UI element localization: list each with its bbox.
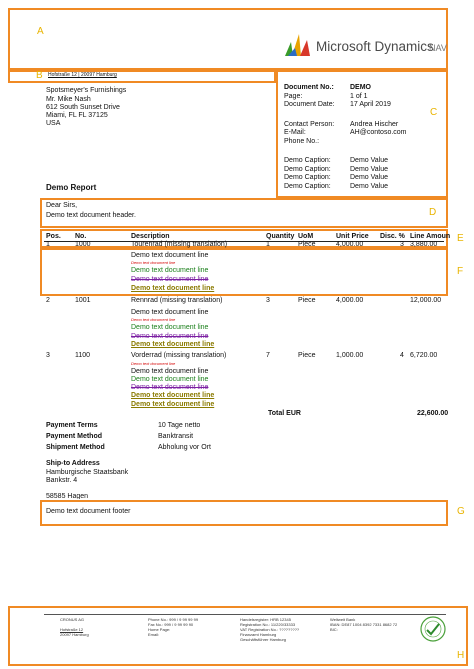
ship-to-line: 58585 Hagen [46, 493, 89, 499]
header-text: Demo text document header. [46, 212, 136, 219]
footer-registry: VAT Registration No.: ????????? [240, 627, 300, 632]
row3-disc: 4 [400, 352, 404, 359]
row2-qty: 3 [266, 297, 270, 304]
row1-disc: 3 [400, 241, 404, 248]
footer-contact: Home Page: [148, 627, 171, 632]
doc-line-green: Demo text document line [131, 324, 209, 331]
ship-to-heading: Ship-to Address [46, 460, 100, 467]
doc-line-strike: Demo text document line [131, 333, 209, 340]
total-value: 22,600.00 [417, 410, 449, 417]
col-header-desc: Description [131, 233, 170, 240]
row2-price: 4,000.00 [336, 297, 364, 304]
row2-no: 1001 [75, 297, 91, 304]
row1-uom: Piece [298, 241, 316, 248]
caption-label: Demo Caption: [284, 174, 331, 181]
col-header-no: No. [75, 233, 87, 240]
contact-label: Phone No.: [284, 138, 320, 145]
total-label: Total EUR [268, 410, 301, 417]
caption-label: Demo Caption: [284, 183, 331, 190]
caption-label: Demo Caption: [284, 166, 331, 173]
sender-line: Hofstraße 12 | 20097 Hamburg [48, 72, 117, 78]
row1-desc: Tourenrad (missing translation) [131, 241, 228, 248]
footer-bank: BIC: [330, 627, 338, 632]
doc-line-plain: Demo text document line [131, 368, 209, 375]
footer-company: CRONUS AG [60, 617, 85, 622]
caption-value: Demo Value [350, 166, 389, 173]
row1-price: 4,000.00 [336, 241, 364, 248]
row1-qty: 1 [266, 241, 270, 248]
doc-line-green: Demo text document line [131, 267, 209, 274]
row3-desc: Vorderrad (missing translation) [131, 352, 227, 359]
certification-seal-icon [420, 616, 446, 642]
row1-pos: 1 [46, 241, 50, 248]
caption-value: Demo Value [350, 183, 389, 190]
greeting: Dear Sirs, [46, 202, 78, 209]
footer-registry: Registration No.: 11/220/33333 [240, 622, 296, 627]
caption-value: Demo Value [350, 174, 389, 181]
doc-line-green: Demo text document line [131, 376, 209, 383]
logo-brand: Microsoft Dynamics [316, 39, 434, 54]
footer-text: Demo text document footer [46, 508, 131, 515]
recipient-line: USA [46, 120, 61, 127]
doc-value: 17 April 2019 [350, 101, 391, 108]
footer-registry: Geschäftsführer Hamburg [240, 637, 287, 642]
row3-price: 1,000.00 [336, 352, 364, 359]
doc-value: DEMO [350, 84, 371, 91]
region-g-label: G [457, 506, 465, 517]
footer-bank: IBAN: DE87 1004 8392 7331 8682 72 [330, 622, 398, 627]
row3-no: 1100 [75, 352, 91, 359]
row2-desc: Rennrad (missing translation) [131, 297, 223, 304]
header-rule [44, 241, 444, 242]
doc-label: Document Date: [284, 101, 335, 108]
region-d-label: D [429, 207, 437, 218]
footer-registry: Handelsregister: HRB 12345 [240, 617, 291, 622]
footer-contact: Fax No.: 999 / 9 99 99 90 [148, 622, 194, 627]
region-a-label: A [37, 26, 44, 37]
footer-contact: Phone No.: 999 / 9 99 99 99 [148, 617, 199, 622]
region-c-label: C [430, 107, 438, 118]
dynamics-logo-icon [283, 32, 315, 58]
recipient-line: Spotsmeyer's Furnishings [46, 87, 127, 94]
terms-label: Shipment Method [46, 444, 105, 451]
report-title: Demo Report [46, 183, 97, 192]
doc-line-plain: Demo text document line [131, 252, 209, 259]
contact-value: Andrea Hischer [350, 121, 399, 128]
doc-label: Document No.: [284, 84, 334, 91]
row3-amount: 6,720.00 [410, 352, 438, 359]
region-h-label: H [457, 650, 465, 661]
doc-line-small: Demo text document line [131, 317, 176, 322]
contact-label: E-Mail: [284, 129, 306, 136]
footer-contact: Email: [148, 632, 160, 637]
row2-amount: 12,000.00 [410, 297, 442, 304]
col-header-amount: Line Amoun [410, 233, 451, 240]
region-b-label: B [36, 70, 43, 81]
doc-line-strike: Demo text document line [131, 276, 209, 283]
contact-label: Contact Person: [284, 121, 335, 128]
doc-line-bold: Demo text document line [131, 401, 215, 408]
page-footer-rule [44, 614, 446, 615]
terms-label: Payment Terms [46, 422, 98, 429]
row2-uom: Piece [298, 297, 316, 304]
row3-qty: 7 [266, 352, 270, 359]
recipient-line: Mr. Mike Nash [46, 96, 91, 103]
doc-line-small: Demo text document line [131, 361, 176, 366]
region-f-box [40, 248, 448, 296]
recipient-line: 612 South Sunset Drive [46, 104, 120, 111]
doc-line-bold: Demo text document line [131, 341, 215, 348]
caption-value: Demo Value [350, 157, 389, 164]
row2-pos: 2 [46, 297, 50, 304]
row1-no: 1000 [75, 241, 91, 248]
doc-line-plain: Demo text document line [131, 309, 209, 316]
col-header-price: Unit Price [336, 233, 369, 240]
doc-line-strike: Demo text document line [131, 384, 209, 391]
logo-suffix: NAV [429, 43, 447, 53]
terms-value: Abholung vor Ort [158, 444, 211, 451]
ship-to-line: Hamburgische Staatsbank [46, 469, 129, 476]
doc-value: 1 of 1 [350, 93, 368, 100]
footer-company: 20097 Hamburg [60, 632, 89, 637]
doc-line-bold: Demo text document line [131, 392, 215, 399]
col-header-disc: Disc. % [380, 233, 405, 240]
doc-line-bold: Demo text document line [131, 285, 215, 292]
row3-pos: 3 [46, 352, 50, 359]
region-f-label: F [457, 266, 464, 277]
caption-label: Demo Caption: [284, 157, 331, 164]
terms-value: Banktransit [158, 433, 194, 440]
col-header-qty: Quantity [266, 233, 295, 240]
region-e-label: E [457, 233, 464, 244]
contact-value: AH@contoso.com [350, 129, 407, 136]
row3-uom: Piece [298, 352, 316, 359]
doc-line-small: Demo text document line [131, 260, 176, 265]
col-header-pos: Pos. [46, 233, 61, 240]
dynamics-logo [283, 32, 447, 60]
footer-bank: Weltweit Bank [330, 617, 356, 622]
terms-label: Payment Method [46, 433, 103, 440]
row1-amount: 3,880.00 [410, 241, 438, 248]
terms-value: 10 Tage netto [158, 422, 201, 429]
col-header-uom: UoM [298, 233, 314, 240]
footer-company: Hofstraße 12 [60, 627, 84, 632]
doc-label: Page: [284, 93, 303, 100]
ship-to-line: Bankstr. 4 [46, 477, 78, 484]
footer-registry: Finanzamt Hamburg [240, 632, 277, 637]
recipient-line: Miami, FL FL 37125 [46, 112, 108, 119]
